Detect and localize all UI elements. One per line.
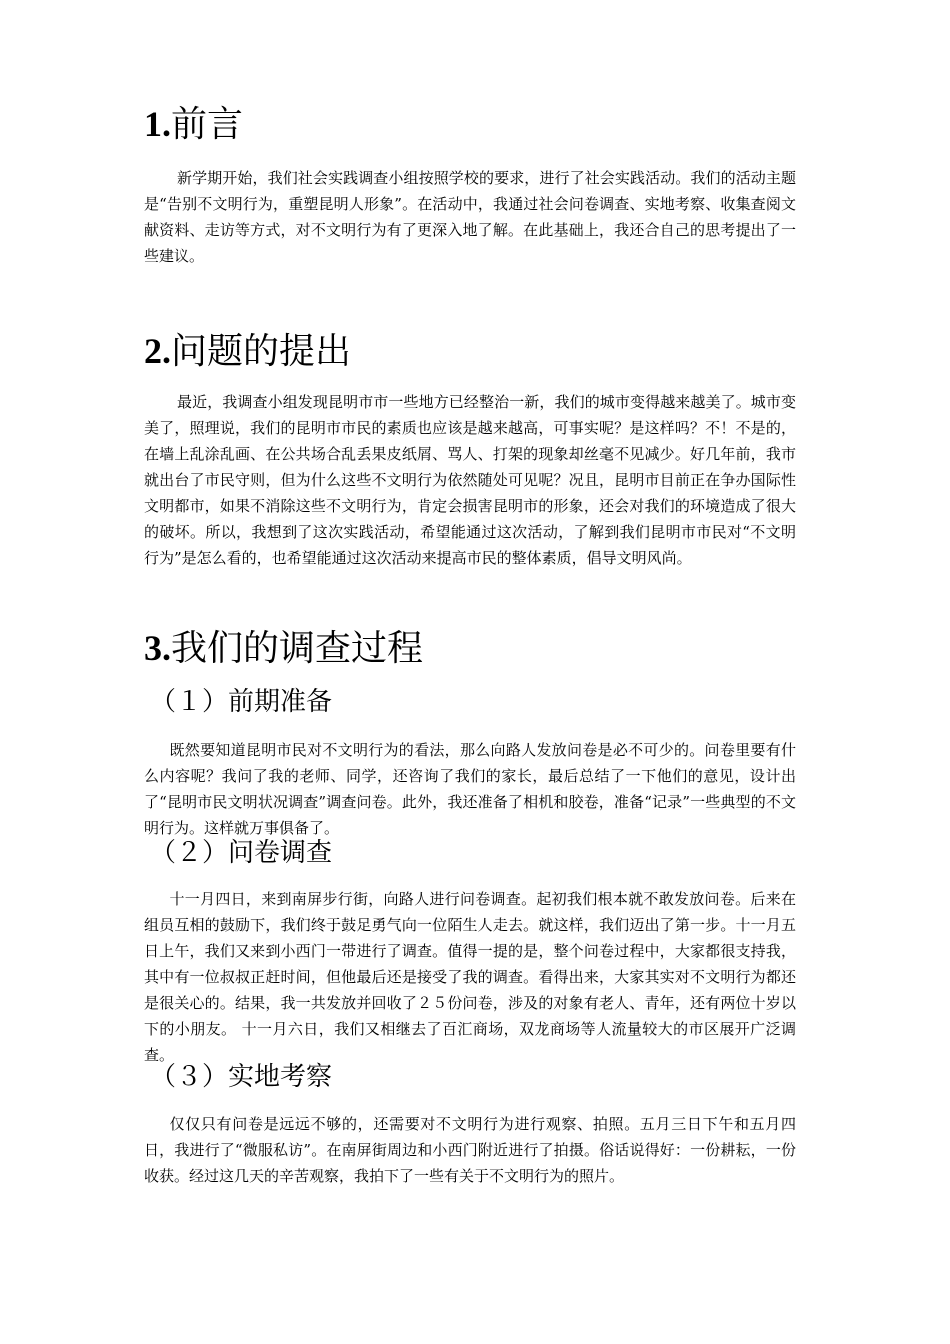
section-number: 1. xyxy=(144,104,171,144)
survey-paragraph: 十一月四日，来到南屏步行街，向路人进行问卷调查。起初我们根本就不敢发放问卷。后来在组员互相的鼓励下，我们终于鼓足勇气向一位陌生人走去。就这样，我们迈出了第一步。十一月五日上午，我们又来到小西门一带进行了调查。值得一提的是，整个问卷过程中，大家都很支持我，其中有一位叔叔正赶时间，但他最后还是接受了我的调查。看得出来，大家其实对不文明行为都还是很关心的。结果，我一共发放并回收了２５份问卷，涉及的对象有老人、青年，还有两位十岁以下的小朋友。 十一月六日，我们又相继去了百汇商场，双龙商场等人流量较大的市区展开广泛调查。 xyxy=(144,890,796,1064)
subsection-heading-fieldwork: （３）实地考察 xyxy=(150,1062,333,1092)
preface-paragraph: 新学期开始，我们社会实践调查小组按照学校的要求，进行了社会实践活动。我们的活动主题是“告别不文明行为，重塑昆明人形象”。在活动中，我通过社会问卷调查、实地考察、收集查阅文献资料、走访等方式，对不文明行为有了更深入地了解。在此基础上，我还合自己的思考提出了一些建议。 xyxy=(144,169,796,265)
section-title: 问题的提出 xyxy=(171,331,352,372)
section-heading-process xyxy=(144,628,423,669)
section-number: 3. xyxy=(144,628,171,668)
preparation-paragraph: 既然要知道昆明市民对不文明行为的看法，那么向路人发放问卷是必不可少的。问卷里要有什么内容呢？我问了我的老师、同学，还咨询了我们的家长，最后总结了一下他们的意见，设计出了“昆明市民文明状况调查”调查问卷。此外，我还准备了相机和胶卷，准备“记录”一些典型的不文明行为。这样就万事俱备了。 xyxy=(144,741,796,837)
section-heading-problem xyxy=(144,331,351,372)
subsection-heading-preparation: （１）前期准备 xyxy=(150,687,333,717)
fieldwork-paragraph: 仅仅只有问卷是远远不够的，还需要对不文明行为进行观察、拍照。五月三日下午和五月四日，我进行了“微服私访”。在南屏街周边和小西门附近进行了拍摄。俗话说得好：一份耕耘，一份收获。经过这几天的辛苦观察，我拍下了一些有关于不文明行为的照片。 xyxy=(144,1115,796,1185)
section-number: 2. xyxy=(144,331,171,371)
section-heading-preface xyxy=(144,104,243,145)
subsection-heading-survey: （２）问卷调查 xyxy=(150,838,333,868)
problem-paragraph: 最近，我调查小组发现昆明市市一些地方已经整治一新，我们的城市变得越来越美了。城市变美了，照理说，我们的昆明市市民的素质也应该是越来越高，可事实呢？是这样吗？不！不是的，在墙上乱涂乱画、在公共场合乱丢果皮纸屑、骂人、打架的现象却丝毫不见减少。好几年前，我市就出台了市民守则，但为什么这些不文明行为依然随处可见呢？况且，昆明市目前正在争办国际性文明都市，如果不消除这些不文明行为，肯定会损害昆明市的形象，还会对我们的环境造成了很大的破坏。所以，我想到了这次实践活动，希望能通过这次活动，了解到我们昆明市市民对“不文明行为”是怎么看的，也希望能通过这次活动来提高市民的整体素质，倡导文明风尚。 xyxy=(144,393,796,567)
section-title: 前言 xyxy=(171,104,244,145)
section-title: 我们的调查过程 xyxy=(171,628,424,669)
